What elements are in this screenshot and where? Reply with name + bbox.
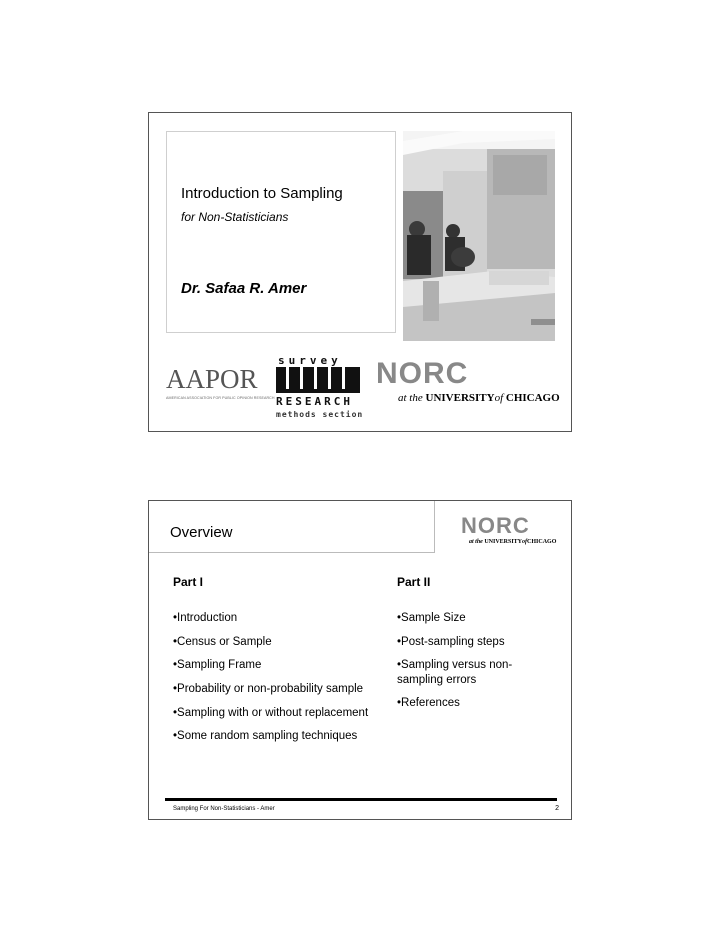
norc-logo (376, 357, 560, 407)
aapor-logo (166, 364, 275, 403)
list-item: •Probability or non-probability sample (173, 683, 364, 695)
list-item: •Sampling versus non-sampling errors (397, 659, 513, 686)
list-item: •Introduction (173, 612, 238, 624)
lobby-photo (403, 131, 555, 341)
list-item: •Sample Size (397, 612, 466, 624)
norc-sub-city: CHICAGO (505, 392, 560, 404)
title-slide (148, 112, 572, 432)
norc-small-main: UNIVERSITY (484, 539, 523, 545)
list-item: •Some random sampling techniques (173, 730, 358, 742)
footer-divider (165, 798, 557, 801)
srms-mid-text: RESEARCH (276, 395, 353, 408)
part1-heading: Part I (173, 575, 204, 589)
slide-title: Introduction to Sampling (181, 185, 343, 202)
slide-header (149, 501, 435, 553)
norc-sub-of: of (494, 392, 504, 404)
srms-bottom-text: methods section (276, 410, 362, 419)
norc-small-prefix: at the (469, 539, 483, 545)
norc-subtext-small (469, 539, 556, 545)
norc-small-of: of (522, 539, 528, 545)
slide-title: Overview (170, 524, 233, 541)
norc-sub-main: UNIVERSITY (425, 392, 495, 404)
list-item: •References (397, 697, 460, 709)
footer-text: Sampling For Non-Statisticians - Amer (173, 806, 275, 812)
page-number: 2 (555, 805, 559, 812)
list-item: •Sampling with or without replacement (173, 707, 369, 719)
srms-top-text: survey (278, 354, 342, 367)
norc-wordmark-small: NORC (461, 513, 530, 538)
part2-heading: Part II (397, 575, 431, 589)
norc-wordmark: NORC (376, 357, 469, 390)
aapor-wordmark: AAPOR (166, 364, 258, 394)
norc-sub-prefix: at the (398, 392, 423, 404)
aapor-subtext: AMERICAN ASSOCIATION FOR PUBLIC OPINION RESEARCH (166, 396, 275, 400)
survey-research-methods-logo (276, 353, 362, 425)
norc-subtext (398, 392, 560, 404)
list-item: •Sampling Frame (173, 659, 262, 671)
list-item: •Post-sampling steps (397, 636, 505, 648)
title-box (166, 131, 396, 333)
logo-row (166, 351, 558, 421)
slide-subtitle: for Non-Statisticians (181, 210, 289, 224)
author-name: Dr. Safaa R. Amer (181, 280, 307, 297)
list-item: •Census or Sample (173, 636, 272, 648)
overview-slide (148, 500, 572, 820)
norc-logo-small (459, 515, 569, 545)
norc-small-city: CHICAGO (527, 539, 557, 545)
